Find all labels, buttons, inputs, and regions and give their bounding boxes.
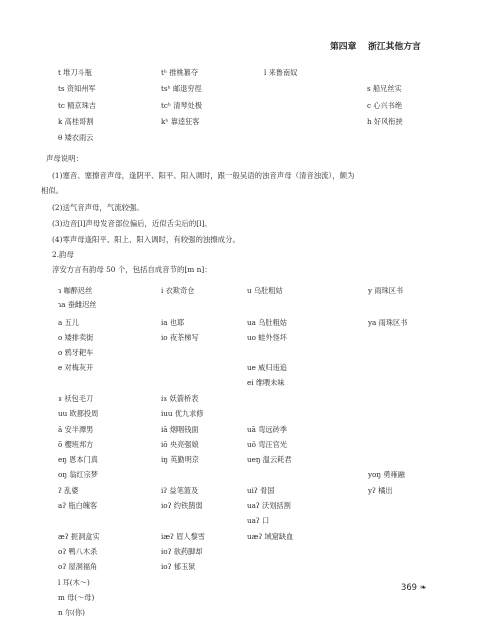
final-entry: uæʔ 域窟缺血 <box>247 532 294 541</box>
final-entry: uaʔ 口 <box>247 516 270 525</box>
table-row <box>0 117 480 129</box>
note-paragraph: 相似。 <box>41 186 64 195</box>
table-row <box>0 101 480 113</box>
final-entry: l 耳(木～) <box>58 578 90 587</box>
final-entry: y 雨珠区书 <box>368 286 404 295</box>
initial-entry: tsʰ 邮退穷徑 <box>161 84 202 93</box>
initial-entry: kʰ 靠逵狂客 <box>161 117 200 126</box>
table-row <box>0 348 480 360</box>
note-paragraph: (3)边音[l]声母发音部位偏后，近似舌尖后的[l]。 <box>52 219 212 228</box>
final-entry: ia 也耶 <box>161 318 185 327</box>
table-row <box>0 425 480 437</box>
initial-entry: l 来鲁南奴 <box>264 68 298 77</box>
final-entry: iā 烟咽钱面 <box>161 425 199 434</box>
table-row <box>0 84 480 96</box>
table-row <box>0 300 480 312</box>
table-row <box>0 133 480 145</box>
initial-entry: c 心兴书绝 <box>367 101 403 110</box>
final-entry: iŋ 英勤明京 <box>161 455 199 464</box>
final-entry: oʔ 屋洞福角 <box>58 562 98 571</box>
table-row <box>0 286 480 298</box>
table-row <box>0 516 480 528</box>
initial-entry: tcʰ 清琴处极 <box>161 101 203 110</box>
final-entry: o 矮排卖街 <box>58 333 94 342</box>
final-entry: eŋ 恩本门真 <box>58 455 98 464</box>
final-entry: e 对梅灰开 <box>58 363 94 372</box>
final-entry: oʔ 鸭八木杀 <box>58 547 98 556</box>
final-entry: ɿ 咖醉迟丝 <box>58 286 93 295</box>
final-entry: i 衣欺奇仓 <box>161 286 195 295</box>
initial-entry: ts 资知州军 <box>58 84 96 93</box>
final-entry: iuu 优九求修 <box>161 409 204 418</box>
final-entry: m 母(～母) <box>58 593 95 602</box>
final-entry: n 尔(你) <box>58 608 85 617</box>
initial-entry: tʰ 推桃篡夺 <box>161 68 199 77</box>
final-entry: ioʔ 欲药脚却 <box>161 547 203 556</box>
table-row <box>0 470 480 482</box>
final-entry: ue 威归违追 <box>247 363 287 372</box>
section-intro: 淳安方言有韵母 50 个，包括自成音节的[m n]： <box>52 265 212 274</box>
final-entry: õ 樱班邦方 <box>58 440 94 449</box>
final-entry: uiʔ 骨国 <box>247 486 275 495</box>
final-entry: a 五儿 <box>58 318 79 327</box>
initial-entry: k 高桂哥割 <box>58 117 94 126</box>
table-row <box>0 562 480 574</box>
table-row <box>0 440 480 452</box>
table-row <box>0 394 480 406</box>
notes-heading: 声母说明： <box>46 154 83 163</box>
table-row <box>0 455 480 467</box>
final-entry: iæʔ 眉人黎雪 <box>161 532 205 541</box>
final-entry: u 乌肚粗姑 <box>247 286 283 295</box>
final-entry: ueŋ 温云耗君 <box>247 455 292 464</box>
table-row <box>0 333 480 345</box>
table-row <box>0 532 480 544</box>
table-row <box>0 363 480 375</box>
final-entry: ioʔ 约铁鹊弱 <box>161 501 203 510</box>
final-entry: æʔ 扼洞盒实 <box>58 532 100 541</box>
table-row <box>0 378 480 390</box>
final-entry: ya 雨珠区书 <box>368 318 408 327</box>
page-number: 369 ❧ <box>401 582 427 592</box>
final-entry: ɤ 袄包毛刀 <box>58 394 94 403</box>
table-row <box>0 501 480 513</box>
final-entry: ioʔ 郁玉狱 <box>161 562 196 571</box>
table-row <box>0 68 480 80</box>
final-entry: ei 维喂未味 <box>247 378 285 387</box>
final-entry: io 夜茶梯写 <box>161 333 199 342</box>
final-entry: uu 欧都投周 <box>58 409 99 418</box>
note-paragraph: (2)送气音声母，气流较强。 <box>52 203 144 212</box>
final-entry: iɤ 妖箭桥表 <box>161 394 199 403</box>
initial-entry: h 好风衔挟 <box>367 117 403 126</box>
final-entry: o 鸦牙耙车 <box>58 348 94 357</box>
table-row <box>0 593 480 605</box>
final-entry: ua 乌肚粗姑 <box>247 318 287 327</box>
final-entry: oŋ 翁红宗梦 <box>58 470 98 479</box>
initial-entry: tc 精京珠吉 <box>58 101 96 110</box>
final-entry: ʔ 乱婆 <box>58 486 79 495</box>
final-entry: aʔ 瓶白魄客 <box>58 501 98 510</box>
note-paragraph: (1)塞音、塞擦音声母，逢阴平、阳平、阳入调时，跟一般吴语的浊音声母（清音浊流），颇为 <box>52 171 355 180</box>
final-entry: uaʔ 沃划括割 <box>247 501 291 510</box>
final-entry: uō 弯汪官光 <box>247 440 287 449</box>
final-entry: ā 安半潭男 <box>58 425 94 434</box>
final-entry: yʔ 橘出 <box>368 486 393 495</box>
final-entry: iō 央亮强娘 <box>161 440 199 449</box>
final-entry: uā 弯远砖季 <box>247 425 287 434</box>
final-entry: yoŋ 勇雍融 <box>368 470 405 479</box>
table-row <box>0 547 480 559</box>
final-entry: iʔ 益笔篮及 <box>161 486 199 495</box>
final-entry: uo 蛙外怪坏 <box>247 333 287 342</box>
chapter-title: 浙江其他方言 <box>368 42 421 52</box>
initial-entry: t 堆刀斗瓶 <box>58 68 92 77</box>
section-heading: 2.韵母 <box>52 250 74 259</box>
initial-entry: s 船兄丝实 <box>367 84 402 93</box>
running-header <box>300 38 440 52</box>
initial-entry: θ 矮衣雨云 <box>58 133 94 142</box>
table-row <box>0 486 480 498</box>
table-row <box>0 318 480 330</box>
final-entry: ɿa 蚕雌迟丝 <box>58 300 97 309</box>
chapter-label: 第四章 <box>330 42 357 52</box>
note-paragraph: (4)零声母逢阳平、阳上、阳入调时，有较强的浊擦成分。 <box>52 235 240 244</box>
table-row <box>0 409 480 421</box>
table-row <box>0 608 480 620</box>
